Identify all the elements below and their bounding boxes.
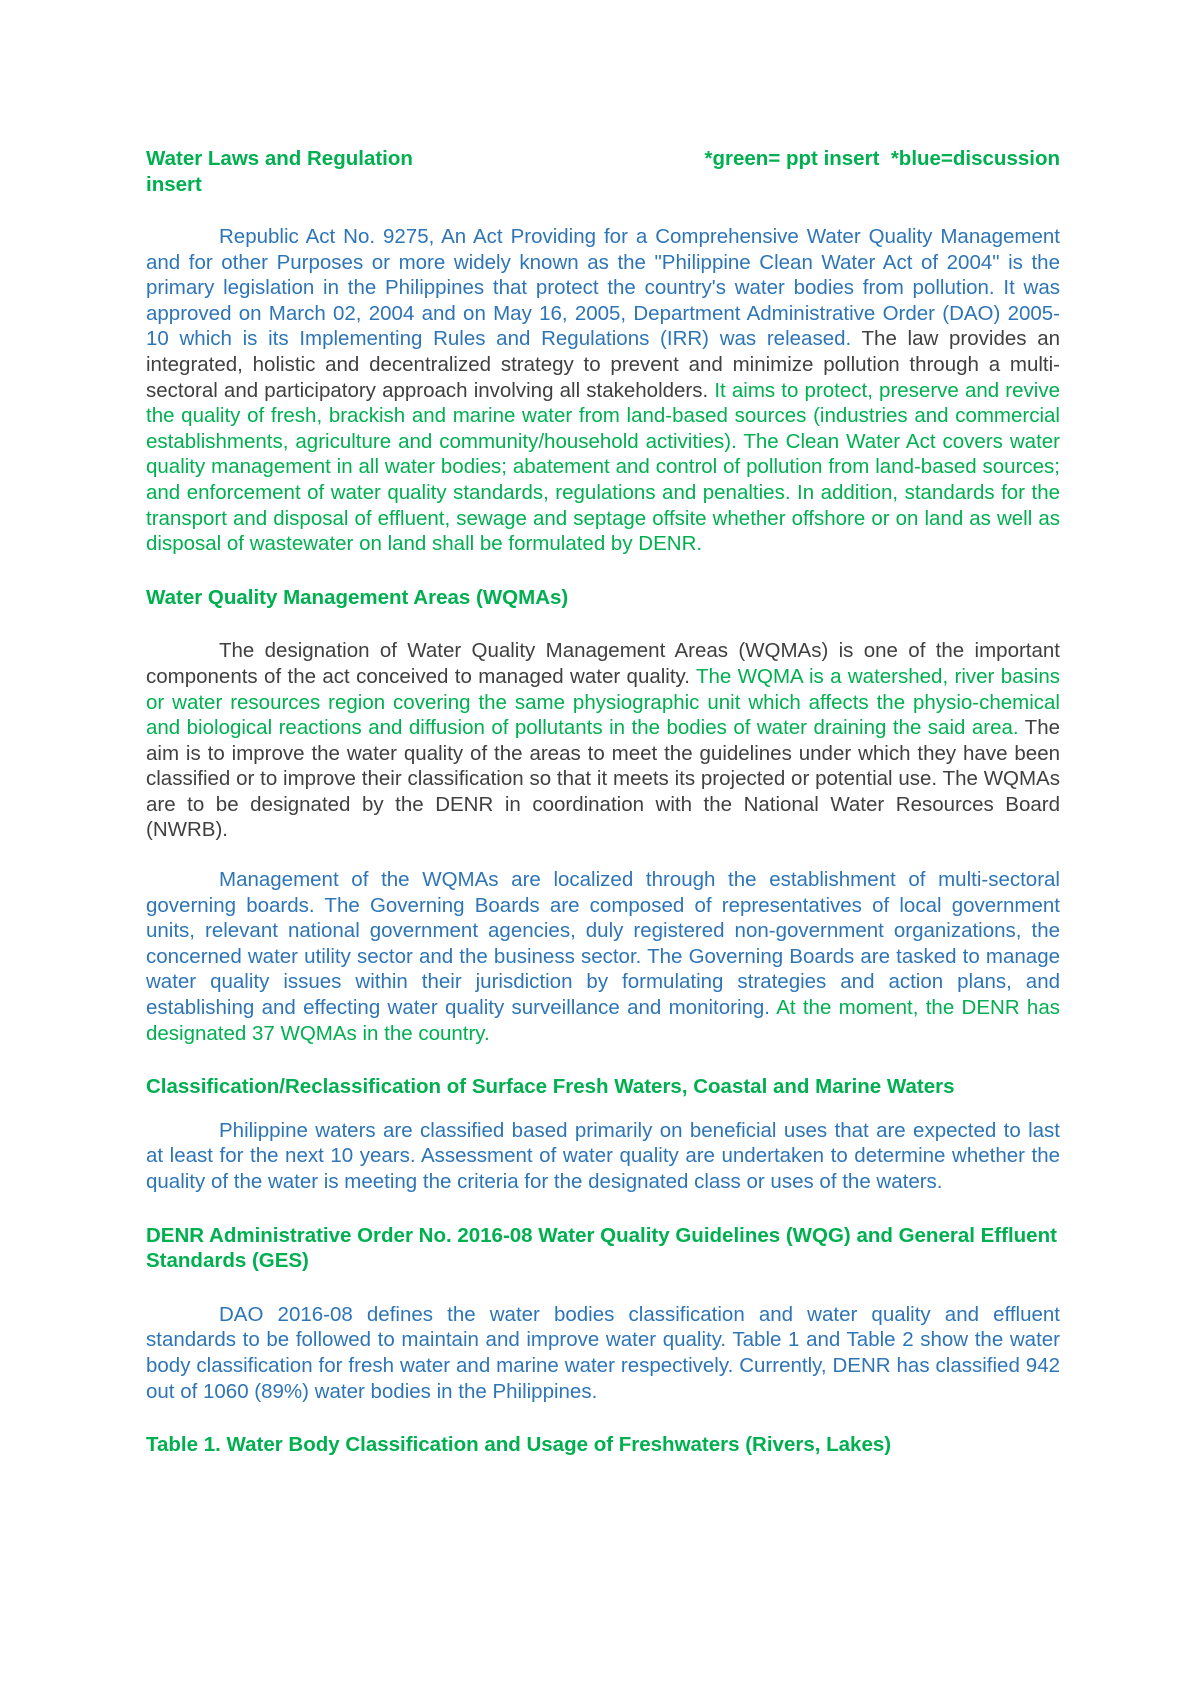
legend-green: *green= ppt insert [704,147,880,170]
intro-paragraph [146,224,1060,557]
document-header [146,146,1060,198]
classification-paragraph: Philippine waters are classified based primarily on beneficial uses that are expected to last at least for the next 10 years. Assessment of water quality are undertaken to determine whether the quality of the water is meeting the criteria for the designated class or uses of the waters. [146,1118,1060,1193]
dao-heading: DENR Administrative Order No. 2016-08 Water Quality Guidelines (WQG) and General Effluent Standards (GES) [146,1223,1057,1273]
color-legend [705,146,1060,172]
table1-heading: Table 1. Water Body Classification and Usage of Freshwaters (Rivers, Lakes) [146,1433,892,1457]
wqma-p2-sentence-1: Management of the WQMAs are localized through the establishment of multi-sectoral governing boards. The Governing Boards are composed of representatives of local government units, relevant national government agencies, duly registered non-government organizations, the concerned water utility sector and the business sector. The Governing Boards are tasked to manage water quality issues within their jurisdiction by formulating strategies and action plans, and establishing and effecting water quality surveillance and monitoring. [146,868,1060,1020]
document-page [146,146,1060,1458]
wqma-p1-sentence-4: The WQMAs are to be designated by the DENR in coordination with the National Water Resources Board (NWRB). [146,767,1060,842]
classification-heading: Classification/Reclassification of Surface Fresh Waters, Coastal and Marine Waters [146,1075,955,1099]
document-title: Water Laws and Regulation [146,147,413,170]
wqma-heading: Water Quality Management Areas (WQMAs) [146,585,569,609]
wqma-p1-sentence-3: The aim is to improve the water quality of the areas to meet the guidelines under which they have been classified or to improve their classification so that it meets its projected or potential use. [146,716,1060,791]
intro-sentence-1: Republic Act No. 9275, An Act Providing for a Comprehensive Water Quality Management and for other Purposes or more widely known as the "Philippine Clean Water Act of 2004" is the primary legislation in the Philippines that protect the country's water bodies from pollution. It was approved on March 02, 2004 and on May 16, 2005, Department Administrative Order (DAO) 2005-10 which is its Implementing Rules and Regulations (IRR) was released. [146,225,1060,351]
wqma-paragraph-2 [146,867,1060,1046]
intro-sentence-2: The law provides an integrated, holistic and decentralized strategy to prevent and minimize pollution through a multi-sectoral and participatory approach involving all stakeholders. [146,327,1061,402]
wqma-p2-sentence-2: At the moment, the DENR has designated 37 WQMAs in the country. [146,996,1060,1045]
legend-blue-continued: insert [146,173,202,196]
wqma-paragraph-1 [146,638,1060,843]
legend-blue: *blue=discussion [890,147,1060,170]
dao-paragraph: DAO 2016-08 defines the water bodies classification and water quality and effluent standards to be followed to maintain and improve water quality. Table 1 and Table 2 show the water body classification for fresh water and marine water respectively. Currently, DENR has classified 942 out of 1060 (89%) water bodies in the Philippines. [146,1302,1060,1403]
wqma-p1-sentence-2: The WQMA is a watershed, river basins or water resources region covering the same physiographic unit which affects the physio-chemical and biological reactions and diffusion of pollutants in the bodies of water draining the said area. [146,664,1061,740]
intro-sentence-3: It aims to protect, preserve and revive the quality of fresh, brackish and marine water from land-based sources (industries and commercial establishments, agriculture and community/household activities). The Clean Water Act covers water quality management in all water bodies; abatement and control of pollution from land-based sources; and enforcement of water quality standards, regulations and penalties. In addition, standards for the transport and disposal of effluent, sewage and septage offsite whether offshore or on land as well as disposal of wastewater on land shall be formulated by DENR. [146,378,1060,556]
wqma-p1-sentence-1: The designation of Water Quality Management Areas (WQMAs) is one of the important components of the act conceived to managed water quality. [146,639,1060,688]
